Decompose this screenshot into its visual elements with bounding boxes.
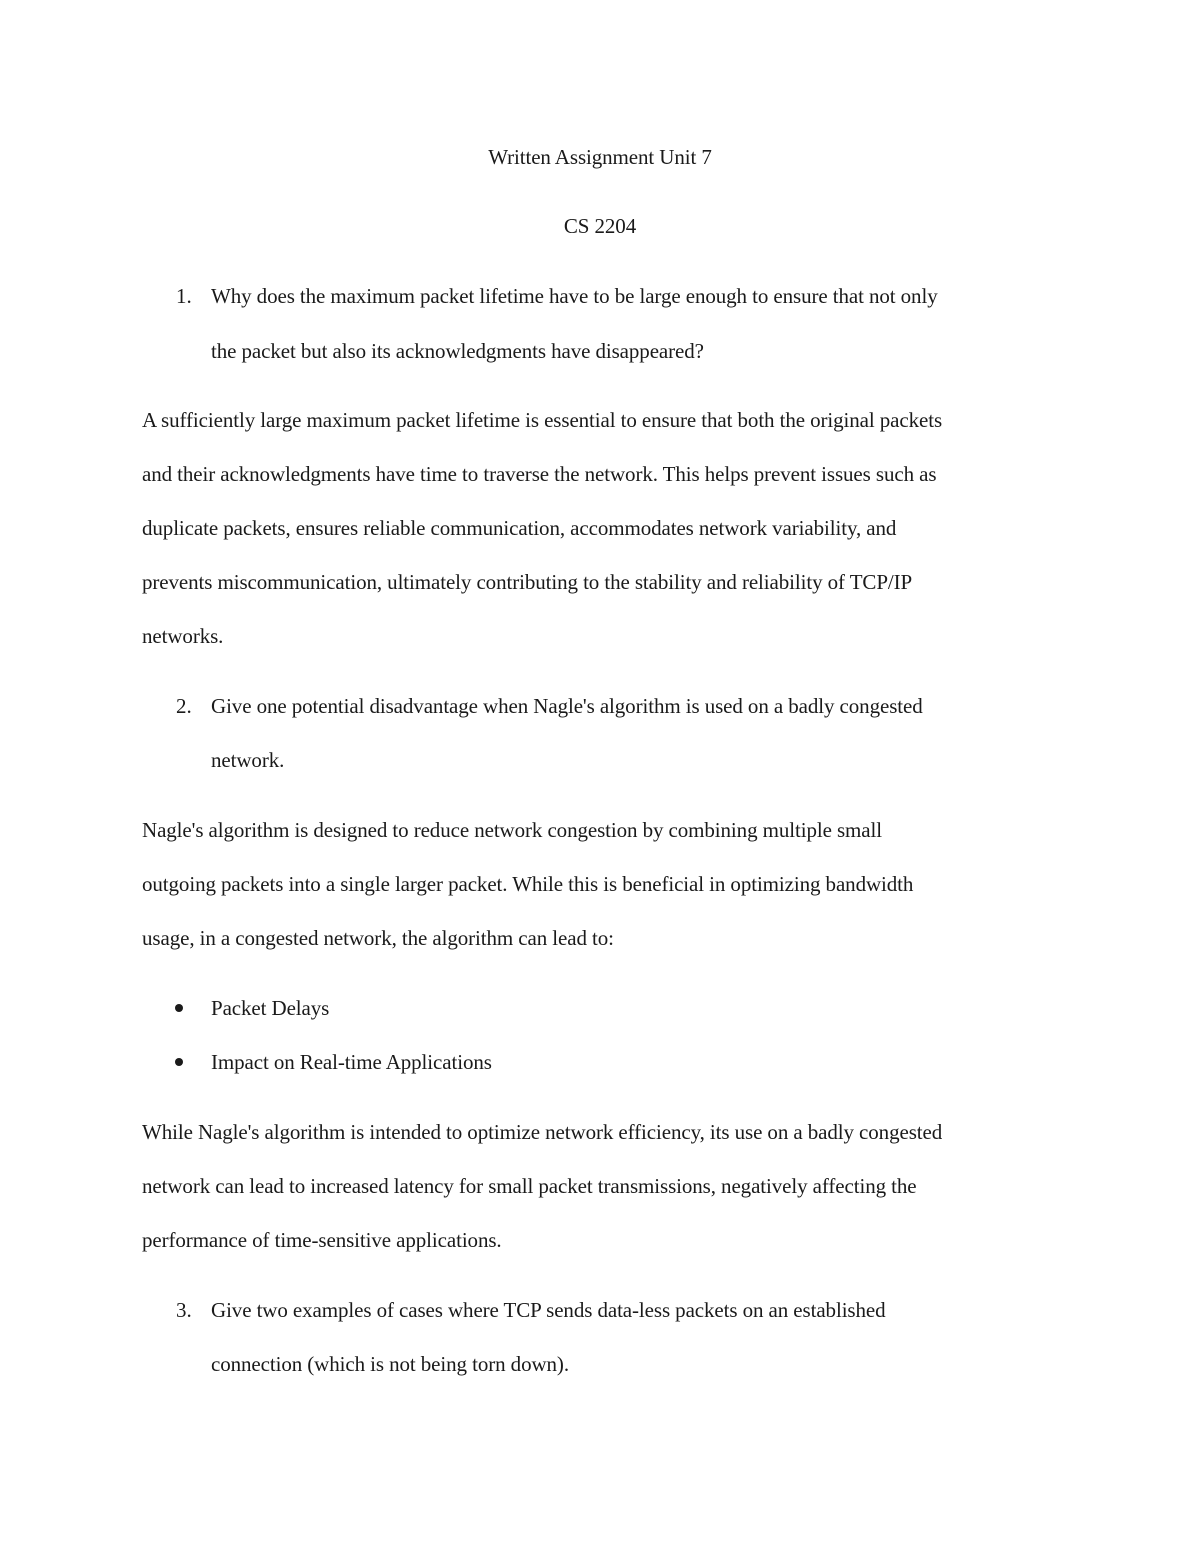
question-1-line-2: the packet but also its acknowledgments have disappeared? (211, 339, 704, 363)
course-code: CS 2204 (563, 214, 637, 238)
question-3-number: 3. (176, 1298, 192, 1322)
question-3-line-2: connection (which is not being torn down). (211, 1352, 569, 1376)
question-1-number: 1. (176, 284, 192, 308)
answer-2-line-1: Nagle's algorithm is designed to reduce network congestion by combining multiple small (142, 818, 882, 842)
question-2-line-1: Give one potential disadvantage when Nagle's algorithm is used on a badly congested (211, 694, 923, 718)
answer-1-line-4: prevents miscommunication, ultimately contributing to the stability and reliability of TCP/IP (142, 570, 913, 594)
question-2-number: 2. (176, 694, 192, 718)
bullet-item-real-time-applications: Impact on Real-time Applications (211, 1050, 492, 1074)
bullet-item-packet-delays: Packet Delays (211, 996, 330, 1020)
answer-2-line-2: outgoing packets into a single larger packet. While this is beneficial in optimizing bandwidth (142, 872, 914, 896)
answer-1-line-2: and their acknowledgments have time to traverse the network. This helps prevent issues such as (142, 462, 937, 486)
question-2-line-2: network. (211, 748, 285, 772)
answer-2b-line-1: While Nagle's algorithm is intended to optimize network efficiency, its use on a badly congested (142, 1120, 943, 1144)
answer-1-line-1: A sufficiently large maximum packet lifetime is essential to ensure that both the original packets (142, 408, 943, 432)
bullet-dot (175, 1004, 183, 1012)
answer-1-line-5: networks. (142, 624, 224, 648)
bullet-dot (175, 1058, 183, 1066)
question-1-line-1: Why does the maximum packet lifetime have to be large enough to ensure that not only (211, 284, 938, 308)
answer-1-line-3: duplicate packets, ensures reliable communication, accommodates network variability, and (142, 516, 897, 540)
answer-2b-line-2: network can lead to increased latency for small packet transmissions, negatively affecting the (142, 1174, 917, 1198)
question-3-line-1: Give two examples of cases where TCP sends data-less packets on an established (211, 1298, 886, 1322)
answer-2b-line-3: performance of time-sensitive applications. (142, 1228, 502, 1252)
document-title: Written Assignment Unit 7 (488, 145, 712, 169)
answer-2-line-3: usage, in a congested network, the algorithm can lead to: (142, 926, 614, 950)
